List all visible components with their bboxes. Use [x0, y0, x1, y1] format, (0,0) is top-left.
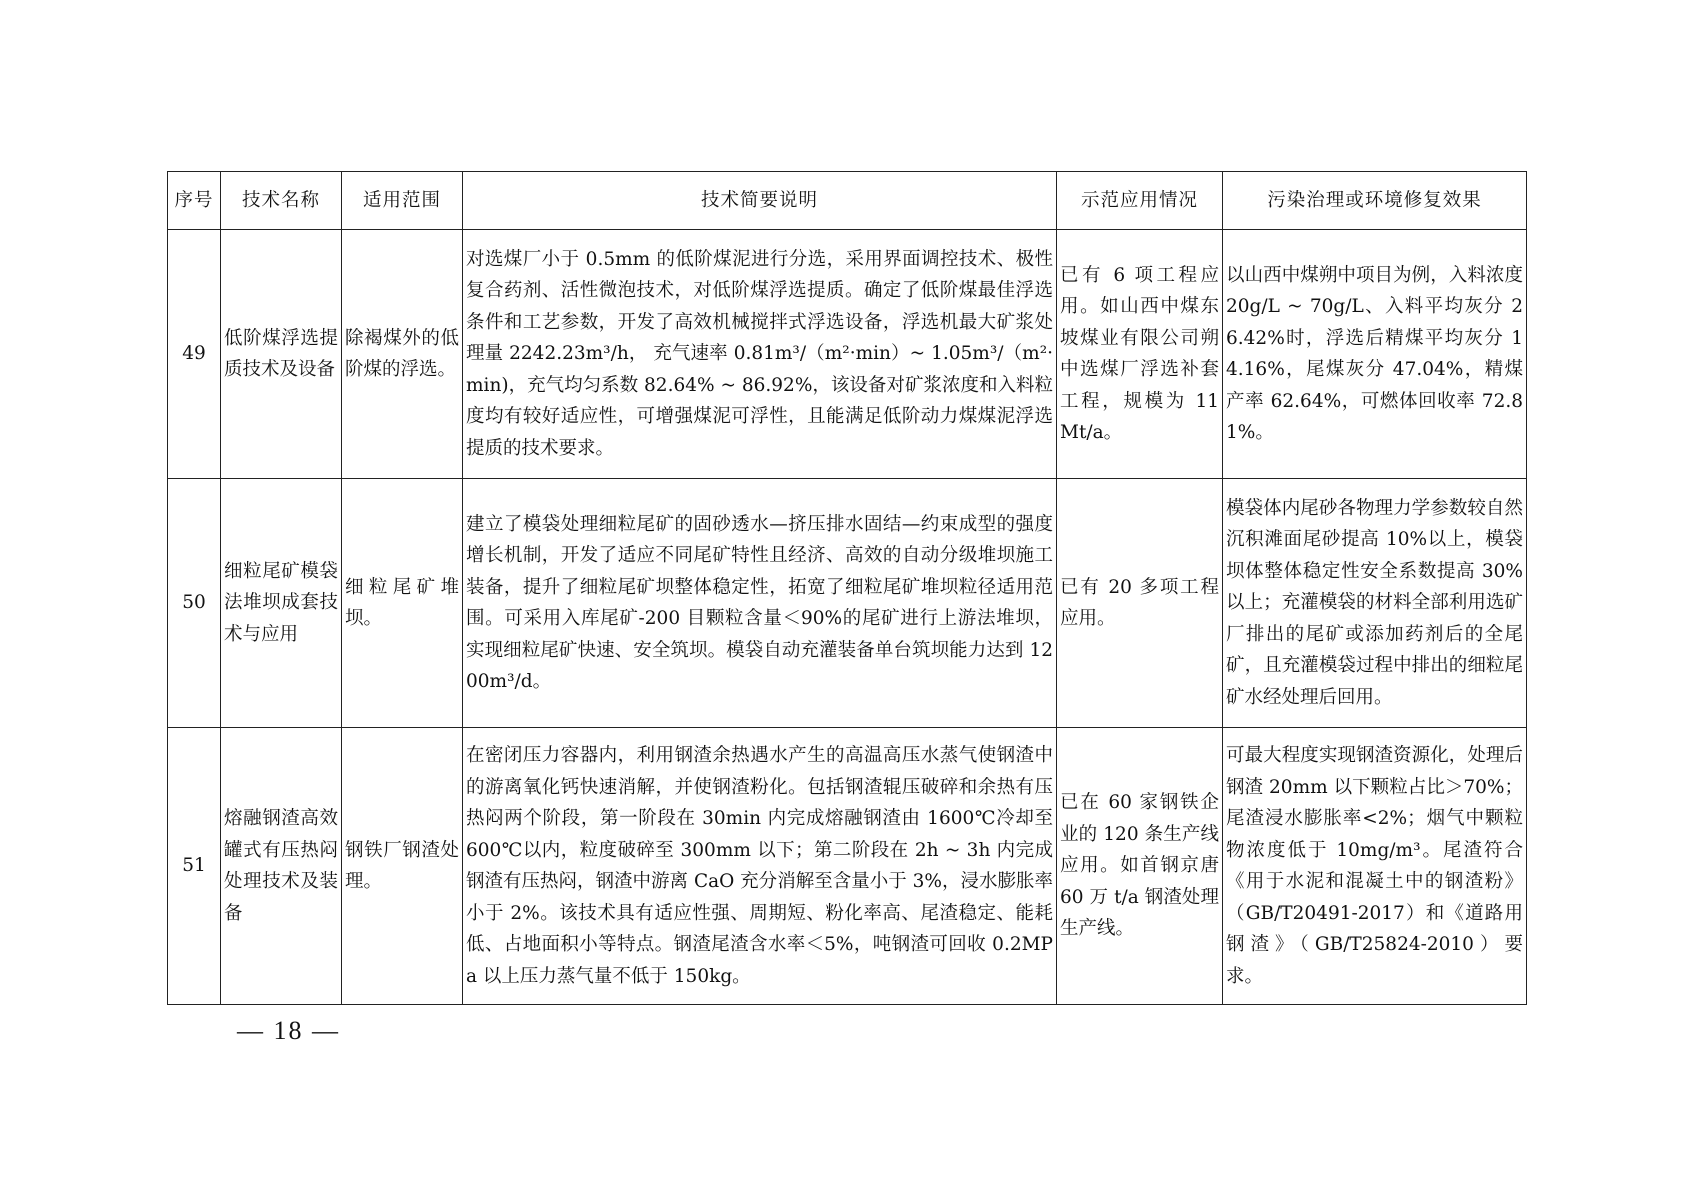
- page-number: — 18 —: [237, 1016, 340, 1045]
- cell-scope: 细粒尾矿堆坝。: [342, 479, 463, 728]
- cell-scope: 钢铁厂钢渣处理。: [342, 728, 463, 1005]
- header-number: 序号: [168, 172, 221, 230]
- cell-description: 在密闭压力容器内，利用钢渣余热遇水产生的高温高压水蒸气使钢渣中的游离氧化钙快速消解，并使钢渣粉化。包括钢渣辊压破碎和余热有压热闷两个阶段，第一阶段在 30min 内完成熔融钢渣由 1600℃冷却至 600℃以内，粒度破碎至 300mm 以下；第二阶段在 2h ~ 3h 内完成钢渣有压热闷，钢渣中游离 CaO 充分消解至含量小于 3%，浸水膨胀率小于 2%。该技术具有适应性强、周期短、粉化率高、尾渣稳定、能耗低、占地面积小等特点。钢渣尾渣含水率＜5%，吨钢渣可回收 0.2MPa 以上压力蒸气量不低于 150kg。: [463, 728, 1057, 1005]
- table-header-row: [168, 172, 1527, 230]
- header-application: 示范应用情况: [1057, 172, 1223, 230]
- cell-number: 49: [168, 230, 221, 479]
- table-row: [168, 230, 1527, 479]
- technology-table: [167, 171, 1527, 1005]
- cell-effect: 以山西中煤朔中项目为例，入料浓度 20g/L ~ 70g/L、入料平均灰分 26.42%时，浮选后精煤平均灰分 14.16%，尾煤灰分 47.04%，精煤产率 62.64%，可燃体回收率 72.81%。: [1223, 230, 1527, 479]
- header-tech-name: 技术名称: [221, 172, 342, 230]
- table-row: [168, 728, 1527, 1005]
- cell-description: 建立了模袋处理细粒尾矿的固砂透水—挤压排水固结—约束成型的强度增长机制，开发了适应不同尾矿特性且经济、高效的自动分级堆坝施工装备，提升了细粒尾矿坝整体稳定性，拓宽了细粒尾矿堆坝粒径适用范围。可采用入库尾矿-200 目颗粒含量＜90%的尾矿进行上游法堆坝，实现细粒尾矿快速、安全筑坝。模袋自动充灌装备单台筑坝能力达到 1200m³/d。: [463, 479, 1057, 728]
- header-scope: 适用范围: [342, 172, 463, 230]
- cell-application: 已有 20 多项工程应用。: [1057, 479, 1223, 728]
- cell-description: 对选煤厂小于 0.5mm 的低阶煤泥进行分选，采用界面调控技术、极性复合药剂、活性微泡技术，对低阶煤浮选提质。确定了低阶煤最佳浮选条件和工艺参数，开发了高效机械搅拌式浮选设备，浮选机最大矿浆处理量 2242.23m³/h， 充气速率 0.81m³/（m²·min）~ 1.05m³/（m²·min)，充气均匀系数 82.64% ~ 86.92%，该设备对矿浆浓度和入料粒度均有较好适应性，可增强煤泥可浮性，且能满足低阶动力煤煤泥浮选提质的技术要求。: [463, 230, 1057, 479]
- cell-effect: 模袋体内尾砂各物理力学参数较自然沉积滩面尾砂提高 10%以上，模袋坝体整体稳定性安全系数提高 30%以上；充灌模袋的材料全部利用选矿厂排出的尾矿或添加药剂后的全尾矿，且充灌模袋过程中排出的细粒尾矿水经处理后回用。: [1223, 479, 1527, 728]
- cell-tech-name: 熔融钢渣高效罐式有压热闷处理技术及装备: [221, 728, 342, 1005]
- header-effect: 污染治理或环境修复效果: [1223, 172, 1527, 230]
- cell-tech-name: 低阶煤浮选提质技术及设备: [221, 230, 342, 479]
- cell-number: 51: [168, 728, 221, 1005]
- cell-scope: 除褐煤外的低阶煤的浮选。: [342, 230, 463, 479]
- cell-effect: 可最大程度实现钢渣资源化，处理后钢渣 20mm 以下颗粒占比＞70%；尾渣浸水膨胀率<2%；烟气中颗粒物浓度低于 10mg/m³。尾渣符合《用于水泥和混凝土中的钢渣粉》（GB/T20491-2017）和《道路用钢渣》（GB/T25824-2010）要求。: [1223, 728, 1527, 1005]
- cell-number: 50: [168, 479, 221, 728]
- cell-tech-name: 细粒尾矿模袋法堆坝成套技术与应用: [221, 479, 342, 728]
- header-description: 技术简要说明: [463, 172, 1057, 230]
- table-row: [168, 479, 1527, 728]
- cell-application: 已在 60 家钢铁企业的 120 条生产线应用。如首钢京唐 60 万 t/a 钢渣处理生产线。: [1057, 728, 1223, 1005]
- cell-application: 已有 6 项工程应用。如山西中煤东坡煤业有限公司朔中选煤厂浮选补套工程，规模为 11Mt/a。: [1057, 230, 1223, 479]
